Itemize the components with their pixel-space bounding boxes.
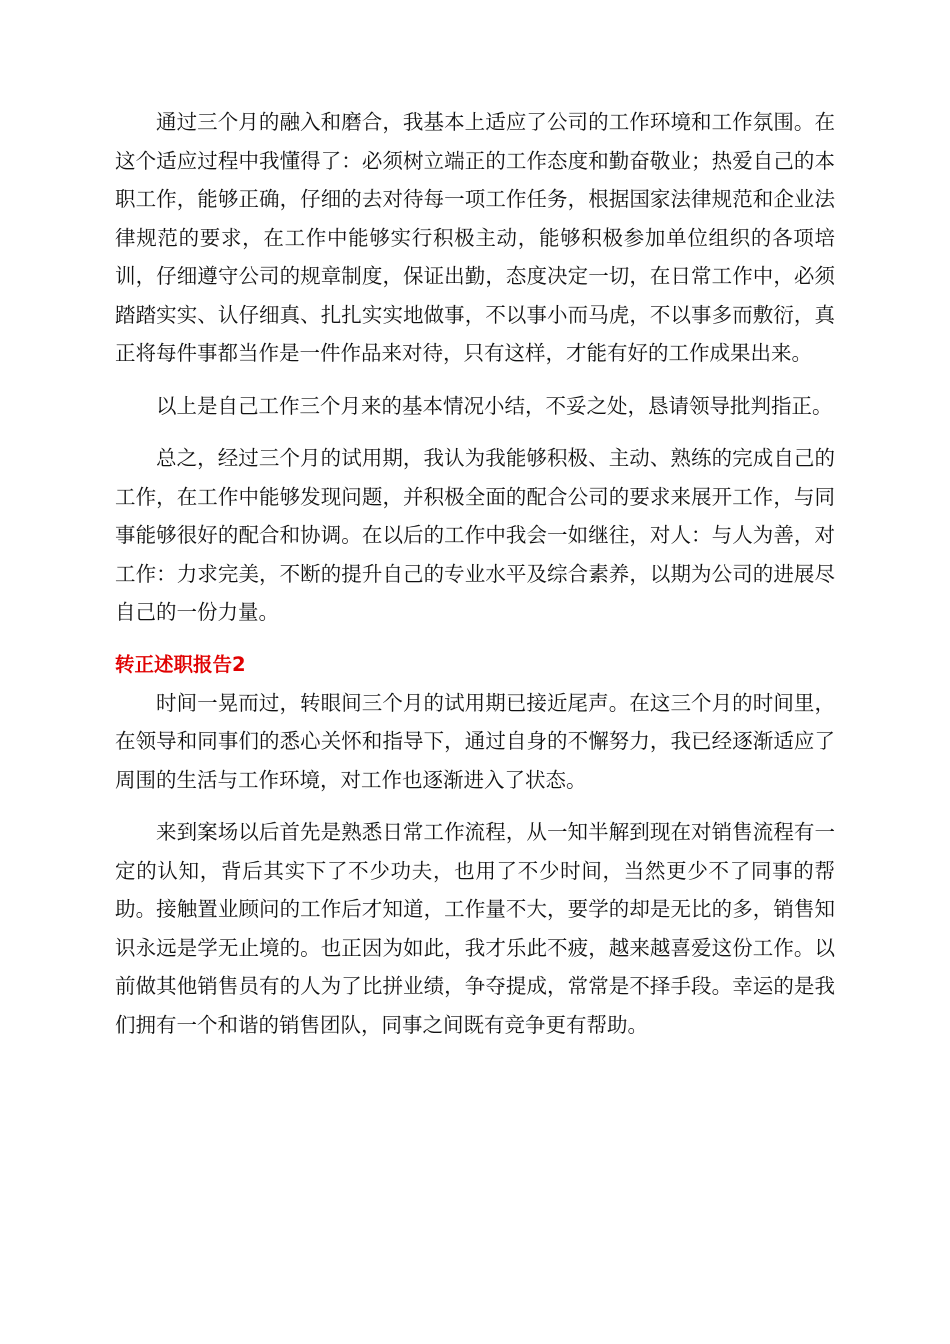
paragraph-summary-note: 以上是自己工作三个月来的基本情况小结，不妥之处，恳请领导批判指正。 bbox=[156, 393, 833, 418]
document-page bbox=[115, 103, 835, 1058]
paragraph-probation-end: 时间一晃而过，转眼间三个月的试用期已接近尾声。在这三个月的时间里，在领导和同事们的悉心关怀和指导下，通过自身的不懈努力，我已经逐渐适应了周围的生活与工作环境，对工作也逐渐进入了状态。 bbox=[115, 690, 835, 792]
paragraph-conclusion: 总之，经过三个月的试用期，我认为我能够积极、主动、熟练的完成自己的工作，在工作中能够发现问题，并积极全面的配合公司的要求来展开工作，与同事能够很好的配合和协调。在以后的工作中我会一如继往，对人：与人为善，对工作：力求完美，不断的提升自己的专业水平及综合素养，以期为公司的进展尽自己的一份力量。 bbox=[115, 446, 835, 624]
paragraph-sales-work: 来到案场以后首先是熟悉日常工作流程，从一知半解到现在对销售流程有一定的认知，背后其实下了不少功夫，也用了不少时间，当然更少不了同事的帮助。接触置业顾问的工作后才知道，工作量不大，要学的却是无比的多，销售知识永远是学无止境的。也正因为如此，我才乐此不疲，越来越喜爱这份工作。以前做其他销售员有的人为了比拼业绩，争夺提成，常常是不择手段。幸运的是我们拥有一个和谐的销售团队，同事之间既有竞争更有帮助。 bbox=[115, 820, 835, 1037]
section-heading: 转正述职报告2 bbox=[115, 652, 246, 676]
paragraph-adaptation: 通过三个月的融入和磨合，我基本上适应了公司的工作环境和工作氛围。在这个适应过程中我懂得了：必须树立端正的工作态度和勤奋敬业；热爱自己的本职工作，能够正确，仔细的去对待每一项工作任务，根据国家法律规范和企业法律规范的要求，在工作中能够实行积极主动，能够积极参加单位组织的各项培训，仔细遵守公司的规章制度，保证出勤，态度决定一切，在日常工作中，必须踏踏实实、认仔细真、扎扎实实地做事，不以事小而马虎，不以事多而敷衍，真正将每件事都当作是一件作品来对待，只有这样，才能有好的工作成果出来。 bbox=[115, 110, 835, 365]
